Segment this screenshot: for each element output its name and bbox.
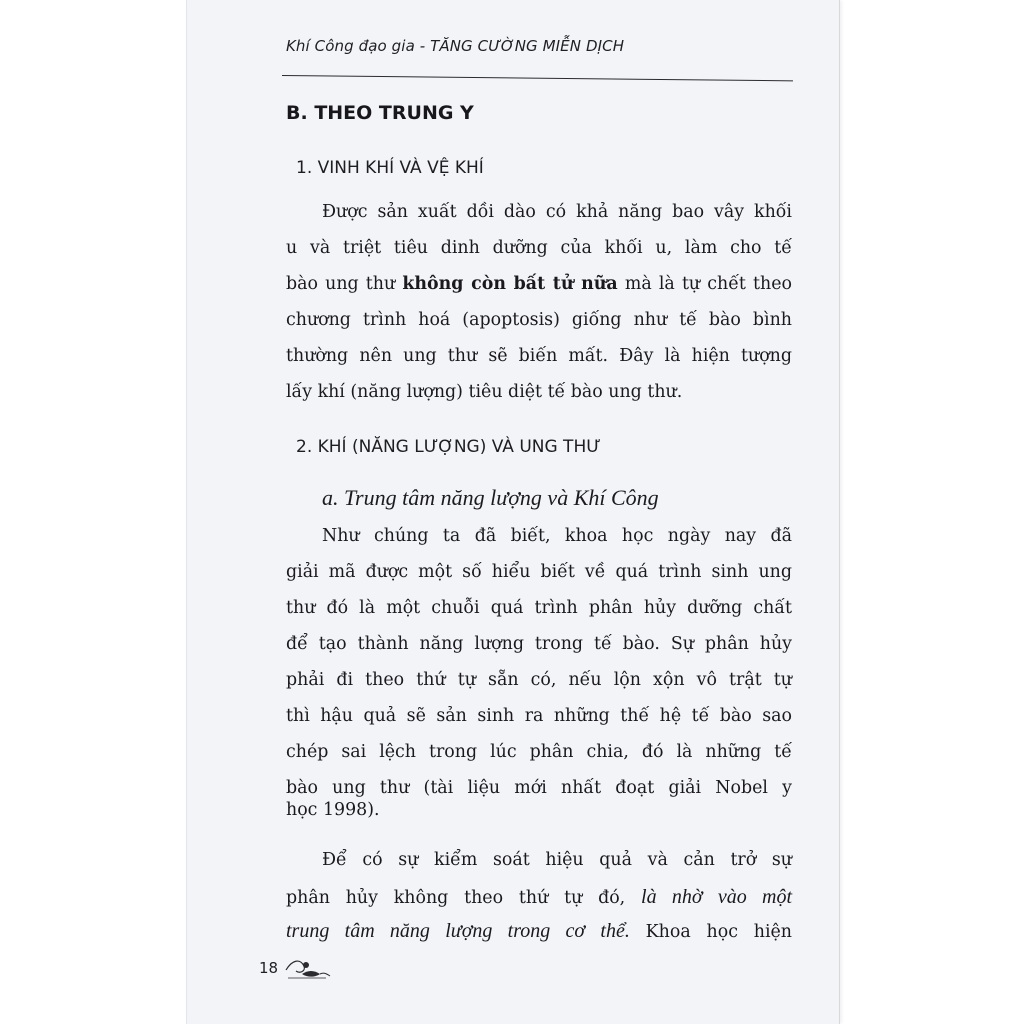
para3-line-2-a: phân hủy không theo thứ tự đó, (286, 888, 642, 908)
para2-line-5: phải đi theo thứ tự sẵn có, nếu lộn xộn vô trật tự (286, 670, 792, 690)
book-page (186, 0, 840, 1024)
subheading-1: 1. VINH KHÍ VÀ VỆ KHÍ (296, 158, 484, 178)
bold-phrase: không còn bất tử nữa (402, 274, 618, 294)
para2-line-9: học 1998). (286, 800, 380, 820)
para2-line-7: chép sai lệch trong lúc phân chia, đó là những tế (286, 742, 792, 762)
para3-line-2 (286, 886, 792, 909)
para3-line-3 (286, 920, 792, 943)
italic-phrase-2: trung tâm năng lượng trong cơ thể. (286, 920, 630, 942)
para1-line-3-a: bào ung thư (286, 274, 403, 294)
para1-line-3 (286, 274, 792, 294)
running-header: Khí Công đạo gia - TĂNG CƯỜNG MIỄN DỊCH (286, 37, 625, 55)
para2-line-4: để tạo thành năng lượng trong tế bào. Sự phân hủy (286, 634, 792, 654)
italic-phrase-1: là nhờ vào một (641, 886, 792, 908)
para1-line-6: lấy khí (năng lượng) tiêu diệt tế bào ung thư. (286, 382, 683, 402)
para1-line-1: Được sản xuất dồi dào có khả năng bao vây khối (322, 202, 792, 222)
page-number: 18 (259, 959, 279, 977)
subheading-2a: a. Trung tâm năng lượng và Khí Công (322, 485, 659, 510)
para2-line-2: giải mã được một số hiểu biết về quá trình sinh ung (286, 562, 792, 582)
para2-line-1: Như chúng ta đã biết, khoa học ngày nay đã (322, 526, 792, 546)
para1-line-5: thường nên ung thư sẽ biến mất. Đây là hiện tượng (286, 346, 792, 366)
section-heading: B. THEO TRUNG Y (286, 102, 474, 124)
para3-line-1: Để có sự kiểm soát hiệu quả và cản trở sự (322, 850, 792, 870)
para1-line-3-b: mà là tự chết theo (617, 274, 793, 294)
para2-line-6: thì hậu quả sẽ sản sinh ra những thế hệ tế bào sao (286, 706, 792, 726)
para2-line-8: bào ung thư (tài liệu mới nhất đoạt giải Nobel y (286, 778, 792, 798)
meditating-figure-icon (282, 952, 332, 987)
para1-line-4: chương trình hoá (apoptosis) giống như tế bào bình (286, 310, 792, 330)
para2-line-3: thư đó là một chuỗi quá trình phân hủy dưỡng chất (286, 598, 792, 618)
para3-line-3-b: Khoa học hiện (629, 922, 793, 942)
subheading-2: 2. KHÍ (NĂNG LƯỢNG) VÀ UNG THƯ (296, 437, 601, 457)
para1-line-2: u và triệt tiêu dinh dưỡng của khối u, làm cho tế (286, 238, 792, 258)
